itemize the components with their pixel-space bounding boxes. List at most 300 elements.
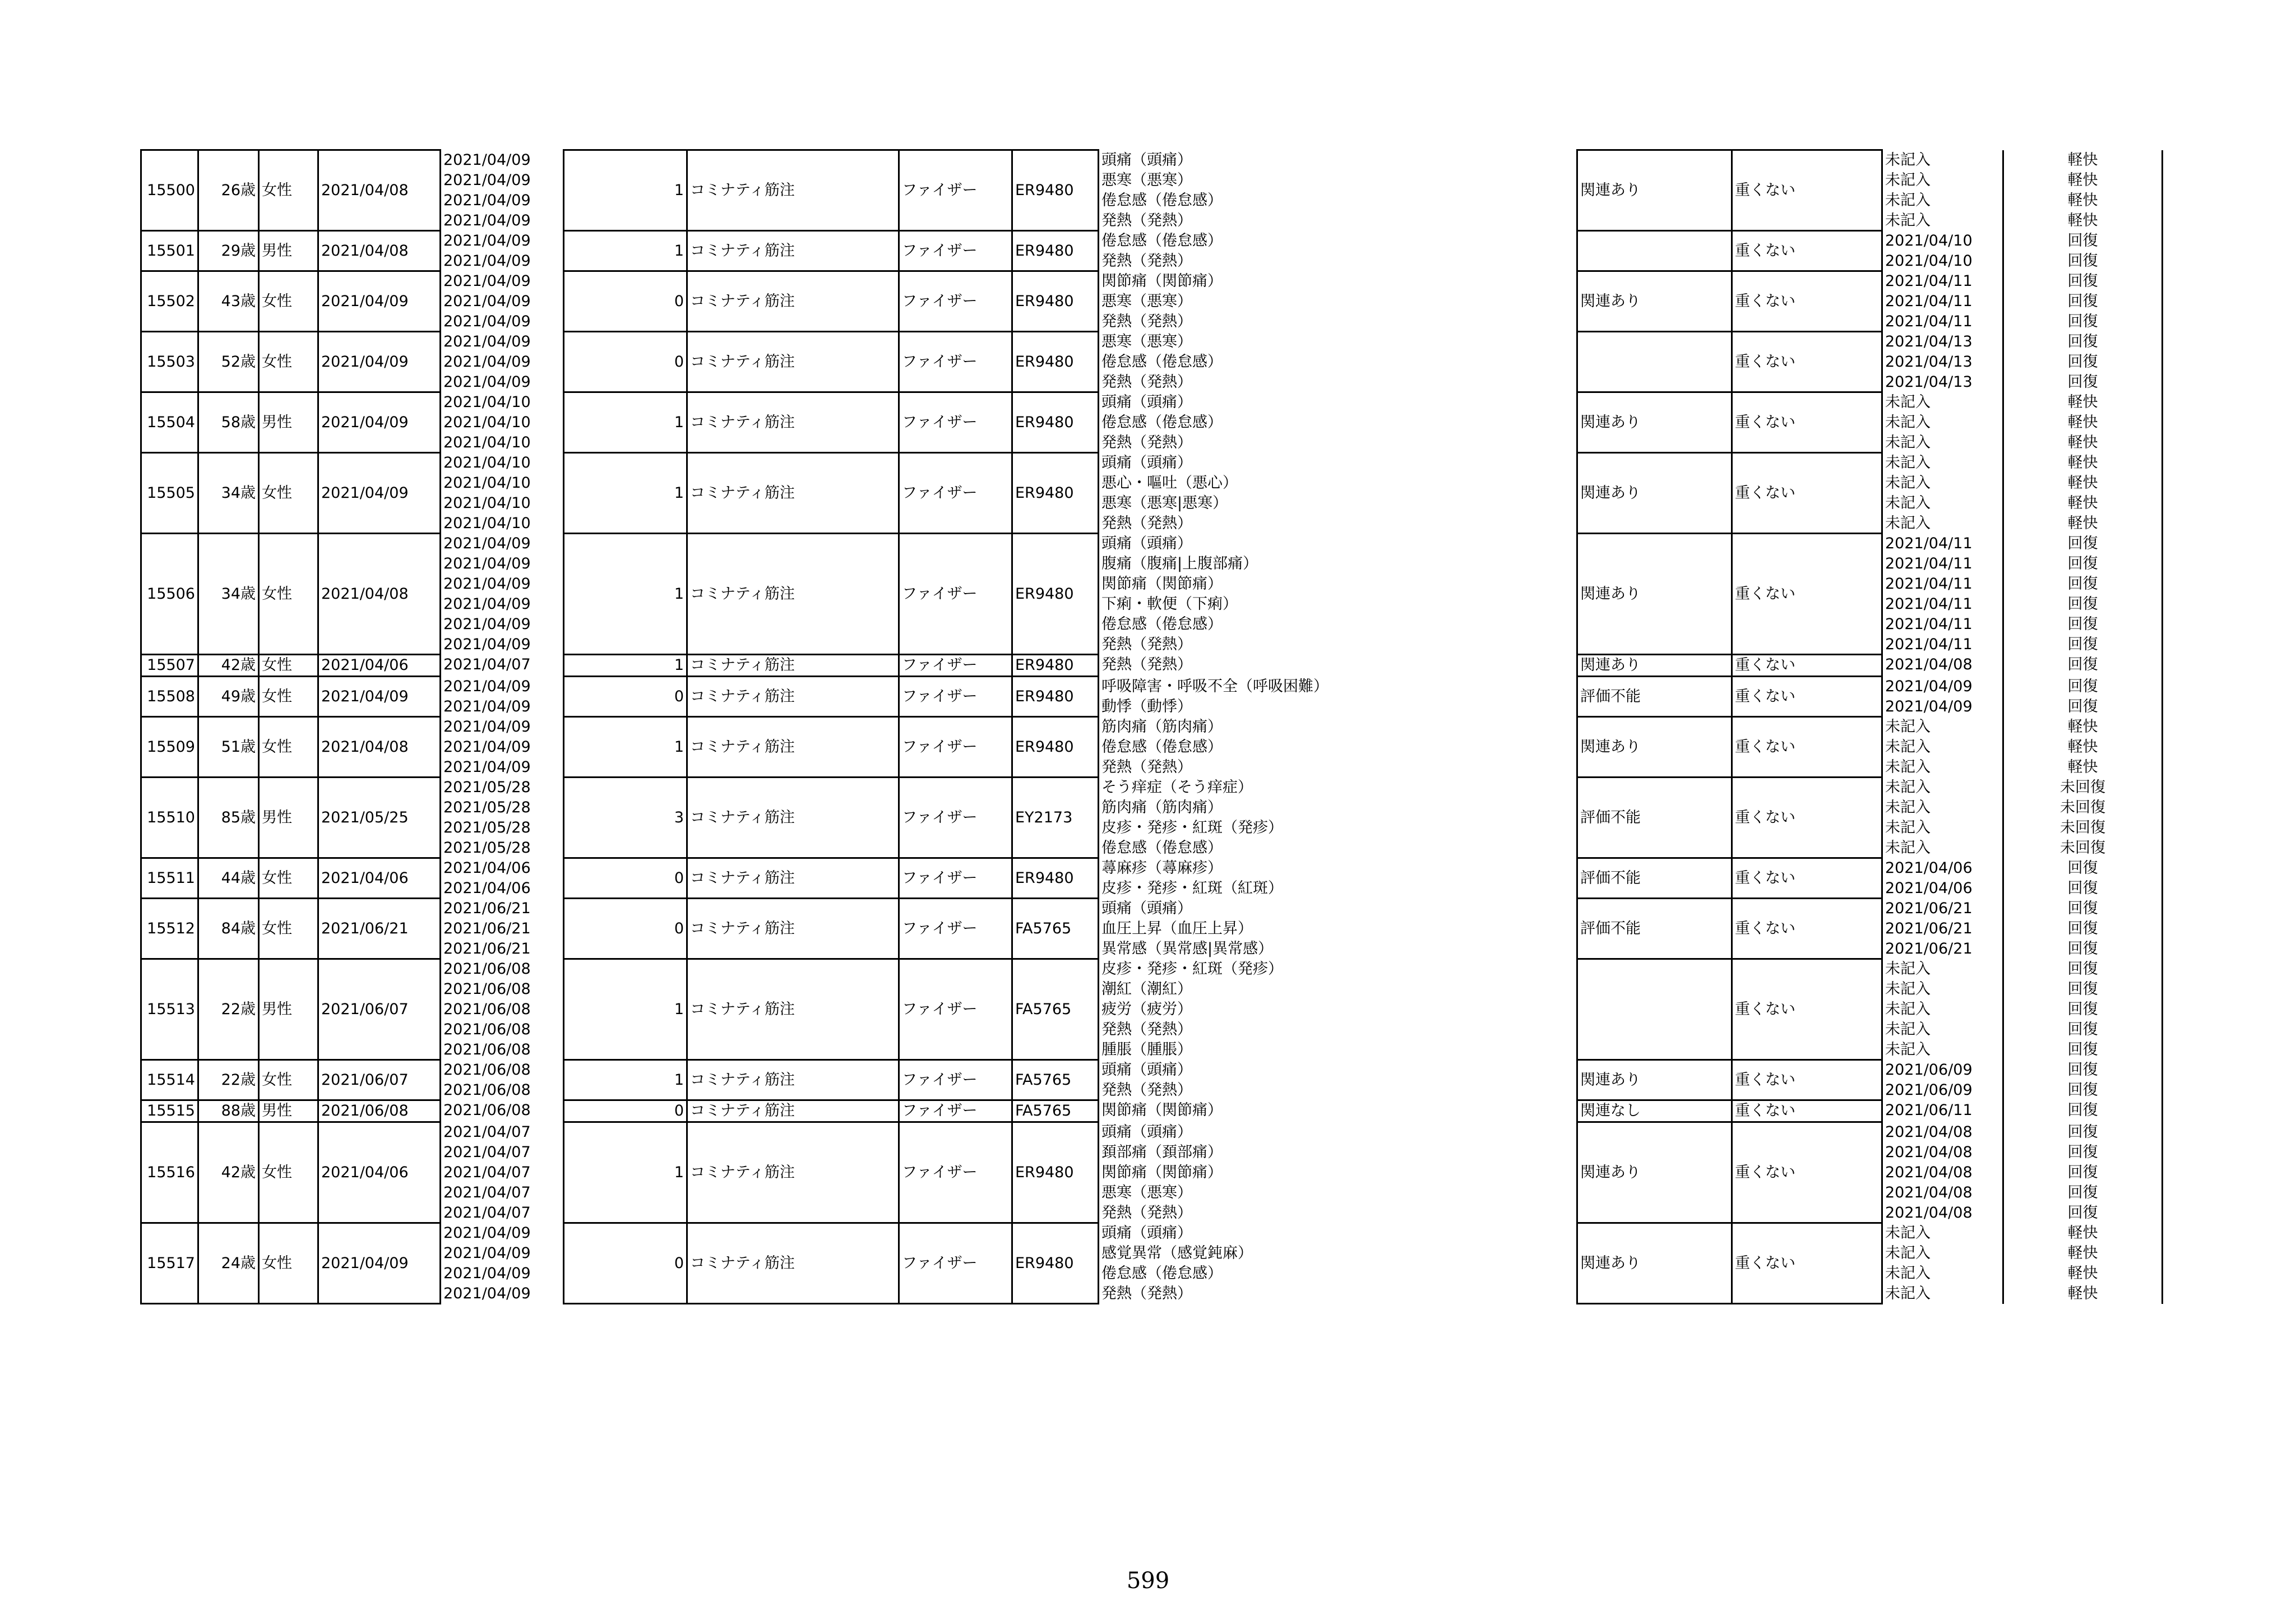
outcome-cell-line: 回復 xyxy=(2067,595,2098,613)
outcome-date-cell-line: 2021/04/08 xyxy=(1885,655,1973,673)
outcome-cell xyxy=(2003,959,2163,1060)
outcome-cell-line: 回復 xyxy=(2067,1040,2098,1058)
symptom-cell-line: 頭痛（頭痛） xyxy=(1101,1224,1192,1242)
symptom-cell-line: 頭痛（頭痛） xyxy=(1101,1123,1192,1141)
onset-date-cell xyxy=(441,231,564,271)
symptom-cell xyxy=(1099,271,1577,332)
case-number-cell: 15500 xyxy=(141,150,198,231)
onset-date-cell-line: 2021/04/09 xyxy=(443,191,531,209)
outcome-cell xyxy=(2003,150,2163,231)
case-number-cell: 15505 xyxy=(141,453,198,534)
outcome-cell xyxy=(2003,231,2163,271)
outcome-date-cell xyxy=(1882,899,2003,959)
vaccine-cell: コミナティ筋注 xyxy=(687,899,899,959)
outcome-cell-line: 回復 xyxy=(2067,312,2098,330)
manufacturer-cell: ファイザー xyxy=(899,271,1012,332)
severity-cell: 重くない xyxy=(1732,332,1882,392)
outcome-cell-line: 未回復 xyxy=(2060,778,2105,796)
onset-date-cell-line: 2021/04/10 xyxy=(443,433,531,451)
outcome-date-cell-line: 2021/04/06 xyxy=(1885,879,1973,897)
age-cell: 88歳 xyxy=(198,1100,259,1122)
table-row xyxy=(141,655,2163,677)
days-cell: 3 xyxy=(564,778,687,858)
outcome-cell-line: 回復 xyxy=(2067,615,2098,633)
sex-cell: 女性 xyxy=(259,899,318,959)
outcome-cell-line: 軽快 xyxy=(2067,151,2098,169)
lot-cell: ER9480 xyxy=(1012,677,1099,717)
age-cell: 29歳 xyxy=(198,231,259,271)
symptom-cell-line: 皮疹・発疹・紅斑（発疹） xyxy=(1101,818,1283,836)
outcome-date-cell xyxy=(1882,959,2003,1060)
onset-date-cell-line: 2021/06/08 xyxy=(443,1020,531,1038)
outcome-date-cell-line: 2021/04/09 xyxy=(1885,697,1973,715)
table-row xyxy=(141,231,2163,271)
vaccine-cell: コミナティ筋注 xyxy=(687,1223,899,1304)
symptom-cell-line: 異常感（異常感|異常感） xyxy=(1101,940,1274,957)
onset-date-cell xyxy=(441,1122,564,1223)
outcome-cell-line: 軽快 xyxy=(2067,393,2098,411)
symptom-cell-line: 腹痛（腹痛|上腹部痛） xyxy=(1101,554,1258,572)
outcome-date-cell-line: 未記入 xyxy=(1885,1224,1931,1242)
outcome-date-cell-line: 2021/04/11 xyxy=(1885,635,1973,653)
symptom-cell xyxy=(1099,1122,1577,1223)
vaccination-date-cell: 2021/04/08 xyxy=(318,150,441,231)
outcome-date-cell-line: 2021/06/21 xyxy=(1885,919,1973,937)
table-row xyxy=(141,1100,2163,1122)
onset-date-cell-line: 2021/04/09 xyxy=(443,312,531,330)
symptom-cell-line: 発熱（発熱） xyxy=(1101,635,1192,653)
severity-cell: 重くない xyxy=(1732,959,1882,1060)
outcome-cell-line: 回復 xyxy=(2067,1000,2098,1018)
symptom-cell-line: 発熱（発熱） xyxy=(1101,758,1192,776)
outcome-date-cell-line: 未記入 xyxy=(1885,798,1931,816)
causality-cell xyxy=(1577,231,1732,271)
severity-cell: 重くない xyxy=(1732,858,1882,899)
vaccination-date-cell: 2021/06/08 xyxy=(318,1100,441,1122)
symptom-cell-line: 発熱（発熱） xyxy=(1101,1081,1192,1099)
outcome-cell-line: 軽快 xyxy=(2067,1284,2098,1302)
outcome-cell-line: 回復 xyxy=(2067,252,2098,270)
symptom-cell xyxy=(1099,453,1577,534)
onset-date-cell-line: 2021/04/09 xyxy=(443,332,531,350)
symptom-cell xyxy=(1099,717,1577,778)
outcome-date-cell-line: 2021/06/09 xyxy=(1885,1061,1973,1079)
outcome-date-cell-line: 2021/04/08 xyxy=(1885,1204,1973,1222)
lot-cell: ER9480 xyxy=(1012,717,1099,778)
symptom-cell-line: 悪寒（悪寒） xyxy=(1101,332,1192,350)
outcome-date-cell-line: 未記入 xyxy=(1885,778,1931,796)
sex-cell: 女性 xyxy=(259,677,318,717)
outcome-date-cell-line: 2021/04/08 xyxy=(1885,1143,1973,1161)
symptom-cell-line: 皮疹・発疹・紅斑（紅斑） xyxy=(1101,879,1283,897)
outcome-cell-line: 回復 xyxy=(2067,1081,2098,1099)
manufacturer-cell: ファイザー xyxy=(899,1122,1012,1223)
symptom-cell-line: 発熱（発熱） xyxy=(1101,211,1192,229)
table-row xyxy=(141,717,2163,778)
outcome-date-cell-line: 2021/04/13 xyxy=(1885,373,1973,391)
outcome-date-cell xyxy=(1882,231,2003,271)
outcome-cell-line: 回復 xyxy=(2067,1183,2098,1201)
lot-cell: ER9480 xyxy=(1012,1122,1099,1223)
onset-date-cell-line: 2021/04/09 xyxy=(443,353,531,371)
outcome-date-cell-line: 2021/04/13 xyxy=(1885,332,1973,350)
outcome-date-cell xyxy=(1882,858,2003,899)
outcome-cell-line: 回復 xyxy=(2067,554,2098,572)
symptom-cell xyxy=(1099,1060,1577,1100)
outcome-date-cell-line: 2021/04/11 xyxy=(1885,272,1973,290)
outcome-date-cell-line: 未記入 xyxy=(1885,1264,1931,1282)
causality-cell: 関連あり xyxy=(1577,1223,1732,1304)
age-cell: 84歳 xyxy=(198,899,259,959)
onset-date-cell xyxy=(441,1060,564,1100)
symptom-cell-line: 疲労（疲労） xyxy=(1101,1000,1192,1018)
symptom-cell xyxy=(1099,534,1577,655)
onset-date-cell-line: 2021/06/08 xyxy=(443,1000,531,1018)
page-number: 599 xyxy=(1126,1568,1170,1594)
symptom-cell-line: 潮紅（潮紅） xyxy=(1101,980,1192,998)
outcome-date-cell-line: 2021/04/11 xyxy=(1885,595,1973,613)
case-number-cell: 15508 xyxy=(141,677,198,717)
sex-cell: 女性 xyxy=(259,655,318,677)
outcome-cell-line: 軽快 xyxy=(2067,514,2098,532)
onset-date-cell xyxy=(441,778,564,858)
onset-date-cell-line: 2021/04/09 xyxy=(443,151,531,169)
onset-date-cell-line: 2021/06/08 xyxy=(443,980,531,998)
sex-cell: 女性 xyxy=(259,332,318,392)
symptom-cell-line: 倦怠感（倦怠感） xyxy=(1101,1264,1223,1282)
severity-cell: 重くない xyxy=(1732,717,1882,778)
causality-cell: 関連あり xyxy=(1577,150,1732,231)
case-number-cell: 15509 xyxy=(141,717,198,778)
onset-date-cell xyxy=(441,150,564,231)
symptom-cell-line: 感覚異常（感覚鈍麻） xyxy=(1101,1244,1253,1262)
onset-date-cell xyxy=(441,332,564,392)
age-cell: 52歳 xyxy=(198,332,259,392)
vaccine-cell: コミナティ筋注 xyxy=(687,778,899,858)
outcome-date-cell-line: 未記入 xyxy=(1885,171,1931,189)
lot-cell: ER9480 xyxy=(1012,1223,1099,1304)
symptom-cell-line: 頭痛（頭痛） xyxy=(1101,899,1192,917)
lot-cell: ER9480 xyxy=(1012,231,1099,271)
outcome-date-cell xyxy=(1882,453,2003,534)
symptom-cell xyxy=(1099,677,1577,717)
causality-cell: 関連あり xyxy=(1577,534,1732,655)
lot-cell: ER9480 xyxy=(1012,392,1099,453)
symptom-cell-line: 呼吸障害・呼吸不全（呼吸困難） xyxy=(1101,677,1328,695)
vaccination-date-cell: 2021/04/08 xyxy=(318,534,441,655)
sex-cell: 女性 xyxy=(259,534,318,655)
sex-cell: 男性 xyxy=(259,778,318,858)
outcome-cell-line: 回復 xyxy=(2067,373,2098,391)
vaccination-date-cell: 2021/04/06 xyxy=(318,655,441,677)
outcome-cell xyxy=(2003,392,2163,453)
onset-date-cell-line: 2021/04/09 xyxy=(443,252,531,270)
outcome-date-cell-line: 2021/04/10 xyxy=(1885,252,1973,270)
outcome-date-cell-line: 未記入 xyxy=(1885,191,1931,209)
case-number-cell: 15502 xyxy=(141,271,198,332)
days-cell: 0 xyxy=(564,1223,687,1304)
age-cell: 34歳 xyxy=(198,453,259,534)
causality-cell: 評価不能 xyxy=(1577,858,1732,899)
causality-cell: 関連あり xyxy=(1577,717,1732,778)
age-cell: 22歳 xyxy=(198,959,259,1060)
lot-cell: ER9480 xyxy=(1012,858,1099,899)
symptom-cell-line: 頭痛（頭痛） xyxy=(1101,151,1192,169)
sex-cell: 女性 xyxy=(259,271,318,332)
onset-date-cell xyxy=(441,534,564,655)
outcome-cell xyxy=(2003,858,2163,899)
symptom-cell-line: 悪心・嘔吐（悪心） xyxy=(1101,474,1238,492)
outcome-date-cell-line: 未記入 xyxy=(1885,433,1931,451)
outcome-cell-line: 軽快 xyxy=(2067,433,2098,451)
outcome-cell xyxy=(2003,1223,2163,1304)
severity-cell: 重くない xyxy=(1732,778,1882,858)
sex-cell: 女性 xyxy=(259,717,318,778)
vaccination-date-cell: 2021/06/21 xyxy=(318,899,441,959)
outcome-date-cell xyxy=(1882,677,2003,717)
outcome-date-cell xyxy=(1882,717,2003,778)
symptom-cell-line: 発熱（発熱） xyxy=(1101,514,1192,532)
outcome-date-cell-line: 2021/04/08 xyxy=(1885,1183,1973,1201)
case-number-cell: 15515 xyxy=(141,1100,198,1122)
vaccine-cell: コミナティ筋注 xyxy=(687,717,899,778)
outcome-cell-line: 回復 xyxy=(2067,1143,2098,1161)
causality-cell xyxy=(1577,332,1732,392)
vaccination-date-cell: 2021/05/25 xyxy=(318,778,441,858)
severity-cell: 重くない xyxy=(1732,677,1882,717)
outcome-date-cell-line: 未記入 xyxy=(1885,960,1931,978)
vaccination-date-cell: 2021/04/08 xyxy=(318,231,441,271)
days-cell: 1 xyxy=(564,655,687,677)
symptom-cell-line: 関節痛（関節痛） xyxy=(1101,272,1223,290)
onset-date-cell xyxy=(441,677,564,717)
onset-date-cell xyxy=(441,392,564,453)
onset-date-cell-line: 2021/04/09 xyxy=(443,635,531,653)
severity-cell: 重くない xyxy=(1732,899,1882,959)
days-cell: 0 xyxy=(564,677,687,717)
sex-cell: 女性 xyxy=(259,1223,318,1304)
severity-cell: 重くない xyxy=(1732,1223,1882,1304)
outcome-date-cell-line: 未記入 xyxy=(1885,514,1931,532)
onset-date-cell xyxy=(441,655,564,677)
days-cell: 0 xyxy=(564,899,687,959)
outcome-date-cell-line: 2021/04/08 xyxy=(1885,1123,1973,1141)
symptom-cell-line: 悪寒（悪寒|悪寒） xyxy=(1101,494,1228,512)
outcome-date-cell xyxy=(1882,655,2003,677)
sex-cell: 男性 xyxy=(259,231,318,271)
days-cell: 1 xyxy=(564,959,687,1060)
sex-cell: 女性 xyxy=(259,1060,318,1100)
outcome-cell-line: 回復 xyxy=(2067,980,2098,998)
symptom-cell-line: 発熱（発熱） xyxy=(1101,1020,1192,1038)
outcome-cell-line: 回復 xyxy=(2067,1123,2098,1141)
onset-date-cell-line: 2021/04/09 xyxy=(443,595,531,613)
vaccine-cell: コミナティ筋注 xyxy=(687,150,899,231)
onset-date-cell xyxy=(441,717,564,778)
outcome-cell-line: 軽快 xyxy=(2067,211,2098,229)
case-number-cell: 15506 xyxy=(141,534,198,655)
symptom-cell xyxy=(1099,778,1577,858)
severity-cell: 重くない xyxy=(1732,231,1882,271)
outcome-cell-line: 回復 xyxy=(2067,879,2098,897)
age-cell: 22歳 xyxy=(198,1060,259,1100)
days-cell: 1 xyxy=(564,1122,687,1223)
days-cell: 1 xyxy=(564,392,687,453)
onset-date-cell-line: 2021/04/09 xyxy=(443,1244,531,1262)
outcome-date-cell-line: 未記入 xyxy=(1885,494,1931,512)
days-cell: 1 xyxy=(564,717,687,778)
lot-cell: FA5765 xyxy=(1012,899,1099,959)
age-cell: 42歳 xyxy=(198,655,259,677)
outcome-cell-line: 未回復 xyxy=(2060,798,2105,816)
sex-cell: 男性 xyxy=(259,392,318,453)
symptom-cell-line: 蕁麻疹（蕁麻疹） xyxy=(1101,859,1223,877)
sex-cell: 男性 xyxy=(259,1100,318,1122)
symptom-cell-line: 倦怠感（倦怠感） xyxy=(1101,232,1223,249)
onset-date-cell-line: 2021/04/09 xyxy=(443,575,531,593)
age-cell: 58歳 xyxy=(198,392,259,453)
outcome-cell xyxy=(2003,1100,2163,1122)
case-number-cell: 15507 xyxy=(141,655,198,677)
onset-date-cell-line: 2021/04/09 xyxy=(443,738,531,756)
outcome-cell xyxy=(2003,332,2163,392)
outcome-date-cell xyxy=(1882,534,2003,655)
onset-date-cell-line: 2021/04/09 xyxy=(443,171,531,189)
symptom-cell-line: 発熱（発熱） xyxy=(1101,373,1192,391)
causality-cell: 評価不能 xyxy=(1577,677,1732,717)
onset-date-cell-line: 2021/04/06 xyxy=(443,879,531,897)
outcome-cell xyxy=(2003,717,2163,778)
symptom-cell xyxy=(1099,1100,1577,1122)
table-row xyxy=(141,1122,2163,1223)
onset-date-cell-line: 2021/04/07 xyxy=(443,1123,531,1141)
manufacturer-cell: ファイザー xyxy=(899,778,1012,858)
vaccine-cell: コミナティ筋注 xyxy=(687,1100,899,1122)
symptom-cell xyxy=(1099,332,1577,392)
outcome-cell-line: 回復 xyxy=(2067,655,2098,673)
outcome-cell xyxy=(2003,677,2163,717)
manufacturer-cell: ファイザー xyxy=(899,534,1012,655)
symptom-cell xyxy=(1099,231,1577,271)
table-row xyxy=(141,332,2163,392)
age-cell: 44歳 xyxy=(198,858,259,899)
outcome-date-cell-line: 未記入 xyxy=(1885,738,1931,756)
lot-cell: FA5765 xyxy=(1012,959,1099,1060)
table-row xyxy=(141,392,2163,453)
outcome-cell-line: 回復 xyxy=(2067,899,2098,917)
manufacturer-cell: ファイザー xyxy=(899,1223,1012,1304)
lot-cell: ER9480 xyxy=(1012,453,1099,534)
onset-date-cell-line: 2021/04/09 xyxy=(443,615,531,633)
outcome-date-cell xyxy=(1882,1122,2003,1223)
symptom-cell-line: 関節痛（関節痛） xyxy=(1101,575,1223,593)
onset-date-cell-line: 2021/04/09 xyxy=(443,211,531,229)
onset-date-cell-line: 2021/06/08 xyxy=(443,1061,531,1079)
severity-cell: 重くない xyxy=(1732,453,1882,534)
lot-cell: FA5765 xyxy=(1012,1060,1099,1100)
sex-cell: 女性 xyxy=(259,858,318,899)
onset-date-cell-line: 2021/04/07 xyxy=(443,1163,531,1181)
outcome-cell-line: 回復 xyxy=(2067,292,2098,310)
days-cell: 1 xyxy=(564,231,687,271)
onset-date-cell xyxy=(441,1223,564,1304)
vaccination-date-cell: 2021/04/09 xyxy=(318,677,441,717)
symptom-cell-line: 関節痛（関節痛） xyxy=(1101,1101,1223,1119)
outcome-date-cell-line: 未記入 xyxy=(1885,1020,1931,1038)
outcome-cell-line: 回復 xyxy=(2067,272,2098,290)
outcome-date-cell-line: 未記入 xyxy=(1885,818,1931,836)
symptom-cell-line: 倦怠感（倦怠感） xyxy=(1101,615,1223,633)
outcome-date-cell xyxy=(1882,1223,2003,1304)
outcome-date-cell-line: 未記入 xyxy=(1885,454,1931,471)
outcome-date-cell-line: 未記入 xyxy=(1885,474,1931,492)
vaccination-date-cell: 2021/06/07 xyxy=(318,959,441,1060)
severity-cell: 重くない xyxy=(1732,1060,1882,1100)
symptom-cell xyxy=(1099,150,1577,231)
table-row xyxy=(141,778,2163,858)
outcome-date-cell-line: 2021/04/11 xyxy=(1885,615,1973,633)
outcome-date-cell xyxy=(1882,392,2003,453)
manufacturer-cell: ファイザー xyxy=(899,150,1012,231)
onset-date-cell-line: 2021/06/08 xyxy=(443,1081,531,1099)
outcome-cell-line: 軽快 xyxy=(2067,474,2098,492)
table-row xyxy=(141,1060,2163,1100)
onset-date-cell-line: 2021/04/10 xyxy=(443,514,531,532)
case-number-cell: 15517 xyxy=(141,1223,198,1304)
outcome-cell-line: 回復 xyxy=(2067,859,2098,877)
severity-cell: 重くない xyxy=(1732,392,1882,453)
symptom-cell-line: 動悸（動悸） xyxy=(1101,697,1192,715)
vaccine-cell: コミナティ筋注 xyxy=(687,271,899,332)
vaccine-cell: コミナティ筋注 xyxy=(687,1060,899,1100)
table-row xyxy=(141,1223,2163,1304)
lot-cell: ER9480 xyxy=(1012,655,1099,677)
table-row xyxy=(141,959,2163,1060)
symptom-cell-line: 下痢・軟便（下痢） xyxy=(1101,595,1238,613)
onset-date-cell-line: 2021/04/10 xyxy=(443,454,531,471)
days-cell: 1 xyxy=(564,534,687,655)
manufacturer-cell: ファイザー xyxy=(899,453,1012,534)
days-cell: 0 xyxy=(564,1100,687,1122)
outcome-date-cell-line: 2021/04/08 xyxy=(1885,1163,1973,1181)
outcome-cell-line: 未回復 xyxy=(2060,818,2105,836)
outcome-cell-line: 軽快 xyxy=(2067,191,2098,209)
onset-date-cell-line: 2021/04/09 xyxy=(443,677,531,695)
vaccination-date-cell: 2021/04/09 xyxy=(318,271,441,332)
outcome-date-cell-line: 未記入 xyxy=(1885,1284,1931,1302)
symptom-cell-line: 悪寒（悪寒） xyxy=(1101,292,1192,310)
outcome-date-cell xyxy=(1882,1060,2003,1100)
vaccination-date-cell: 2021/04/06 xyxy=(318,858,441,899)
causality-cell: 評価不能 xyxy=(1577,899,1732,959)
onset-date-cell xyxy=(441,899,564,959)
outcome-date-cell-line: 未記入 xyxy=(1885,718,1931,735)
age-cell: 51歳 xyxy=(198,717,259,778)
onset-date-cell-line: 2021/04/07 xyxy=(443,1183,531,1201)
causality-cell: 関連あり xyxy=(1577,1060,1732,1100)
causality-cell: 関連あり xyxy=(1577,392,1732,453)
onset-date-cell-line: 2021/04/09 xyxy=(443,292,531,310)
onset-date-cell-line: 2021/04/10 xyxy=(443,393,531,411)
vaccination-date-cell: 2021/04/08 xyxy=(318,717,441,778)
outcome-date-cell-line: 未記入 xyxy=(1885,1040,1931,1058)
symptom-cell-line: 皮疹・発疹・紅斑（発疹） xyxy=(1101,960,1283,978)
symptom-cell-line: 発熱（発熱） xyxy=(1101,1204,1192,1222)
outcome-cell xyxy=(2003,453,2163,534)
outcome-cell-line: 回復 xyxy=(2067,1020,2098,1038)
sex-cell: 女性 xyxy=(259,453,318,534)
onset-date-cell-line: 2021/04/09 xyxy=(443,554,531,572)
